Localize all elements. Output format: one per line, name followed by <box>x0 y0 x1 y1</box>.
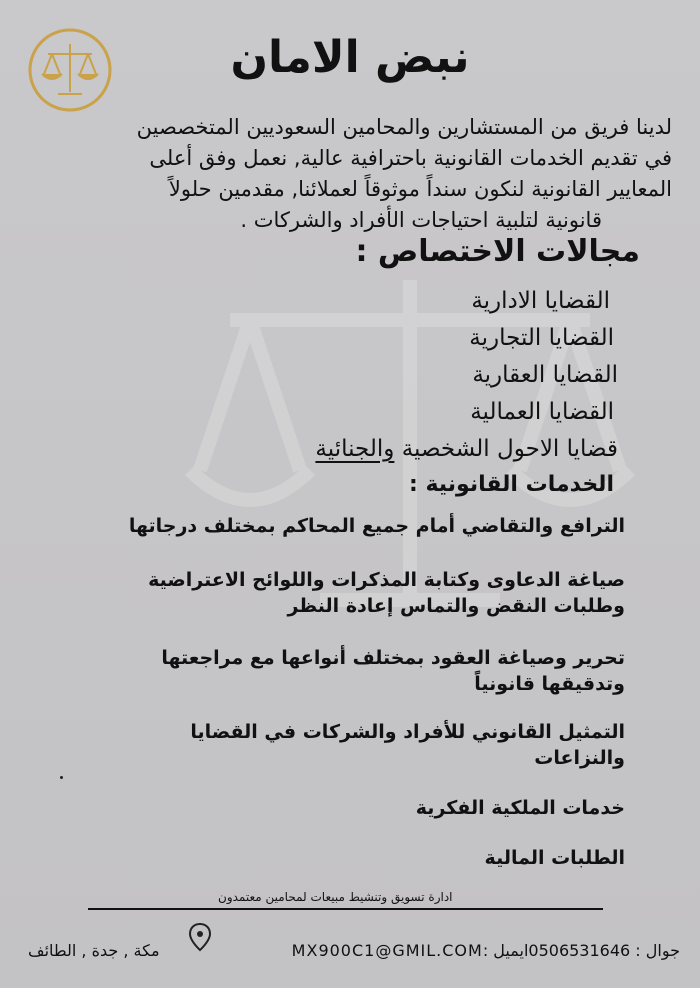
management-note: ادارة تسويق وتنشيط مبيعات لمحامين معتمدون <box>218 890 453 904</box>
service-item: تحرير وصياغة العقود بمختلف أنواعها مع مراجعتها <box>161 647 625 669</box>
service-item: التمثيل القانوني للأفراد والشركات في القضايا <box>190 721 625 743</box>
service-item: الطلبات المالية <box>484 847 625 869</box>
service-item: صياغة الدعاوى وكتابة المذكرات واللوائح الاعتراضية <box>148 569 625 591</box>
fields-heading: مجالات الاختصاص : <box>355 234 640 269</box>
list-item: القضايا الادارية <box>471 288 610 314</box>
cities-text: مكة , جدة , الطائف <box>28 941 160 960</box>
intro-line: لدينا فريق من المستشارين والمحامين السعوديين المتخصصين <box>136 115 672 139</box>
service-item: والنزاعات <box>534 747 625 769</box>
list-item: القضايا العقارية <box>472 362 618 388</box>
list-item-text: قضايا الاحول الشخصية <box>394 436 618 462</box>
list-item <box>315 431 618 468</box>
fields-list <box>315 283 620 468</box>
page-title: نبض الامان <box>230 32 470 83</box>
service-item: وتدقيقها قانونياً <box>474 673 625 695</box>
underlined-text: والجنائية <box>315 436 395 462</box>
dot-mark <box>60 776 63 779</box>
service-item: خدمات الملكية الفكرية <box>415 797 625 819</box>
service-item: الترافع والتقاضي أمام جميع المحاكم بمختلف درجاتها <box>128 515 625 537</box>
location-pin-icon <box>188 922 212 952</box>
intro-line: قانونية لتلبية احتياجات الأفراد والشركات . <box>240 208 602 232</box>
contact-text: جوال : 0506531646ايميل :MX900C1@GMIL.COM <box>291 941 680 960</box>
divider <box>88 908 603 910</box>
list-item: القضايا العمالية <box>470 399 614 425</box>
intro-paragraph <box>20 112 672 236</box>
intro-line: في تقديم الخدمات القانونية باحترافية عالية, نعمل وفق أعلى <box>149 146 672 170</box>
list-item: القضايا التجارية <box>469 325 614 351</box>
intro-line: المعايير القانونية لنكون سنداً موثوقاً لعملائنا, مقدمين حلولاً <box>168 177 672 201</box>
service-item: وطلبات النقض والتماس إعادة النظر <box>287 595 625 617</box>
services-heading: الخدمات القانونية : <box>408 472 614 497</box>
